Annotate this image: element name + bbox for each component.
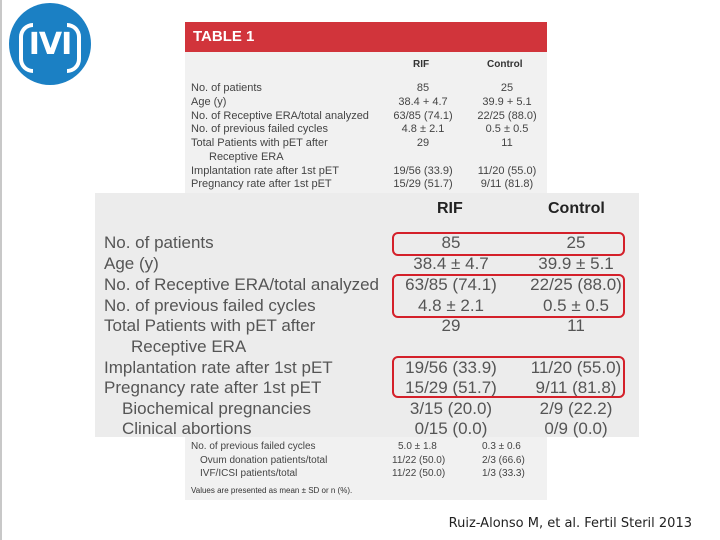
- table-footnote: Values are presented as mean ± SD or n (%).: [191, 486, 353, 495]
- table-row-label: No. of Receptive ERA/total analyzed: [191, 110, 369, 122]
- table-row-label: Receptive ERA: [131, 337, 247, 356]
- table-row-label: Age (y): [104, 254, 159, 273]
- table-cell-rif: 38.4 ± 4.7: [413, 254, 489, 273]
- table-cell-rif: 85: [441, 233, 461, 252]
- table-row-label: Biochemical pregnancies: [122, 399, 311, 418]
- table-row-label: Age (y): [191, 96, 227, 108]
- table-row-label: Total Patients with pET after: [104, 316, 316, 335]
- table-row-label: Implantation rate after 1st pET: [191, 165, 339, 177]
- ivi-logo: [9, 3, 91, 85]
- table-row-label: No. of patients: [104, 233, 214, 252]
- left-border: [0, 0, 2, 540]
- highlight-box-receptive-failed: [392, 274, 625, 318]
- col-header-rif: RIF: [413, 59, 430, 70]
- table-cell-rif: 29: [441, 316, 461, 335]
- citation: Ruiz-Alonso M, et al. Fertil Steril 2013: [448, 516, 692, 531]
- table-cell-rif: 11/22 (50.0): [392, 455, 446, 466]
- table-row-label: No. of previous failed cycles: [191, 441, 316, 452]
- table-row-label: IVF/ICSI patients/total: [200, 468, 298, 479]
- table-row-label: No. of previous failed cycles: [191, 123, 328, 135]
- table-title: TABLE 1: [185, 22, 547, 52]
- table-cell-control: 39.9 + 5.1: [482, 96, 532, 108]
- table-row-label: No. of previous failed cycles: [104, 296, 316, 315]
- table-cell-rif: 29: [416, 137, 430, 149]
- table-row-label: No. of Receptive ERA/total analyzed: [104, 275, 379, 294]
- table-row-label: Implantation rate after 1st pET: [104, 358, 333, 377]
- table-cell-rif: 4.8 ± 2.1: [417, 296, 485, 315]
- table-cell-control: 25: [566, 233, 586, 252]
- table-cell-rif: 5.0 ± 1.8: [398, 441, 437, 452]
- col-header-control: Control: [548, 200, 605, 217]
- table-cell-control: 22/25 (88.0): [477, 110, 537, 122]
- table-cell-rif: 15/29 (51.7): [393, 178, 453, 190]
- table-row-label: Pregnancy rate after 1st pET: [104, 378, 322, 397]
- table-row-label: Pregnancy rate after 1st pET: [191, 178, 332, 190]
- table-row-label: Receptive ERA: [209, 151, 284, 163]
- table-cell-rif: 4.8 ± 2.1: [401, 123, 445, 135]
- table-cell-control: 0.5 ± 0.5: [542, 296, 610, 315]
- highlight-box-implantation-pregnancy: [392, 356, 625, 398]
- table-cell-control: 9/11 (81.8): [480, 178, 534, 190]
- table-cell-control: 11: [501, 137, 513, 149]
- table-cell-control: 0/9 (0.0): [544, 419, 608, 438]
- table-row-label: Ovum donation patients/total: [200, 455, 328, 466]
- table-cell-rif: 19/56 (33.9): [405, 358, 497, 377]
- table-cell-control: 2/3 (66.6): [482, 455, 525, 466]
- table-cell-control: 11/20 (55.0): [530, 358, 622, 377]
- table-cell-control: 25: [500, 82, 514, 94]
- table-cell-rif: 38.4 + 4.7: [398, 96, 448, 108]
- col-header-control: Control: [487, 59, 523, 70]
- table-cell-rif: 3/15 (20.0): [409, 399, 493, 418]
- table-cell-control: 22/25 (88.0): [530, 275, 622, 294]
- table-cell-control: 39.9 ± 5.1: [538, 254, 614, 273]
- logo-text: IVI: [28, 26, 72, 62]
- table-cell-rif: 63/85 (74.1): [405, 275, 497, 294]
- table-row-label: No. of patients: [191, 82, 262, 94]
- table-cell-control: 1/3 (33.3): [482, 468, 525, 479]
- table-cell-rif: 85: [416, 82, 430, 94]
- table-cell-rif: 63/85 (74.1): [393, 110, 453, 122]
- table-cell-rif: 15/29 (51.7): [405, 378, 497, 397]
- col-header-rif: RIF: [437, 200, 463, 217]
- table-cell-control: 11/20 (55.0): [477, 165, 537, 177]
- table-cell-rif: 11/22 (50.0): [392, 468, 446, 479]
- table-row-label: Total Patients with pET after: [191, 137, 328, 149]
- table-cell-rif: 0/15 (0.0): [414, 419, 488, 438]
- table-cell-control: 9/11 (81.8): [535, 378, 617, 397]
- highlight-box-patients: [392, 232, 625, 256]
- table-cell-control: 2/9 (22.2): [539, 399, 613, 418]
- table-cell-control: 0.3 ± 0.6: [482, 441, 521, 452]
- table-row-label: Clinical abortions: [122, 419, 252, 438]
- table-cell-rif: 19/56 (33.9): [393, 165, 453, 177]
- table-cell-control: 0.5 ± 0.5: [485, 123, 529, 135]
- table-cell-control: 11: [567, 316, 585, 335]
